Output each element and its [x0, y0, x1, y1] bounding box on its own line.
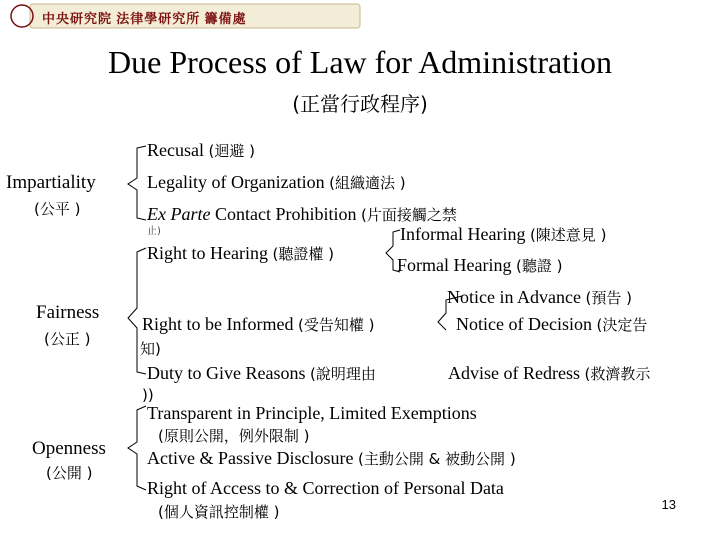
item-ex-parte-em: Ex Parte — [147, 204, 211, 224]
item-personal-data — [147, 478, 504, 499]
item-informal-zh: (陳述意見 ) — [529, 226, 607, 244]
item-hearing-en: Right to Hearing — [147, 243, 273, 263]
item-hearing-zh: (聽證權 ) — [272, 245, 334, 263]
fairness-label-zh: (公正 ) — [44, 330, 91, 348]
item-active-passive — [147, 448, 516, 469]
item-legality-en: Legality of Organization — [147, 172, 330, 192]
item-duty-reasons — [147, 363, 376, 384]
item-notice-advance — [447, 287, 632, 308]
item-recusal-en: Recusal — [147, 140, 209, 160]
item-notice-decision-en: Notice of Decision — [456, 314, 597, 334]
item-formal-zh: (聽證 ) — [515, 257, 563, 275]
item-redress-en: Advise of Redress — [448, 363, 585, 383]
impartiality-label: Impartiality — [6, 172, 96, 193]
item-reasons-zh-cont: )) — [142, 386, 154, 404]
impartiality-label-zh: (公平 ) — [34, 200, 81, 218]
item-informed-zh-cont: 知) — [140, 340, 161, 358]
item-informed-en: Right to be Informed — [142, 314, 298, 334]
item-legality — [147, 172, 406, 193]
item-recusal — [147, 140, 255, 161]
slide-number: 13 — [661, 497, 676, 512]
item-transparent-zh: (原則公開，例外限制 ) — [158, 427, 310, 445]
item-transparent — [147, 403, 477, 424]
item-reasons-zh: (說明理由 — [309, 365, 376, 383]
item-informal-hearing — [400, 224, 606, 245]
item-formal-hearing — [397, 255, 562, 276]
item-personal-data-zh: (個人資訊控制權 ) — [158, 503, 280, 521]
item-personal-data-en: Right of Access to & Correction of Personal Data — [147, 478, 504, 498]
banner-text: 中央研究院 法律學研究所 籌備處 — [42, 11, 247, 26]
item-active-passive-en: Active & Passive Disclosure — [147, 448, 358, 468]
item-active-passive-zh: (主動公開 & 被動公開 ) — [357, 450, 516, 468]
item-reasons-en: Duty to Give Reasons — [147, 363, 310, 383]
item-notice-advance-en: Notice in Advance — [447, 287, 586, 307]
item-ex-parte — [147, 204, 457, 225]
item-formal-en: Formal Hearing — [397, 255, 516, 275]
item-redress-zh: (救濟教示 — [584, 365, 651, 383]
openness-label-zh: (公開 ) — [46, 464, 93, 482]
item-notice-decision-zh: (決定告 — [596, 316, 648, 334]
item-informed-zh: (受告知權 ) — [297, 316, 375, 334]
page-title: Due Process of Law for Administration — [108, 44, 612, 80]
item-notice-decision — [456, 314, 647, 335]
fairness-label: Fairness — [36, 302, 100, 323]
item-ex-parte-zh-cont: 止) — [147, 226, 161, 237]
item-ex-parte-zh: (片面接觸之禁 — [360, 206, 457, 224]
item-right-to-hearing — [147, 243, 334, 264]
item-legality-zh: (組織適法 ) — [329, 174, 406, 192]
item-informal-en: Informal Hearing — [400, 224, 530, 244]
page-subtitle: (正當行政程序) — [292, 92, 428, 116]
item-advise-redress — [448, 363, 650, 384]
item-recusal-zh: (迴避 ) — [208, 142, 255, 160]
item-right-to-be-informed — [142, 314, 374, 335]
item-transparent-en: Transparent in Principle, Limited Exemptions — [147, 403, 477, 423]
openness-label: Openness — [32, 438, 106, 459]
item-ex-parte-en: Contact Prohibition — [210, 204, 361, 224]
item-notice-advance-zh: (預告 ) — [585, 289, 632, 307]
